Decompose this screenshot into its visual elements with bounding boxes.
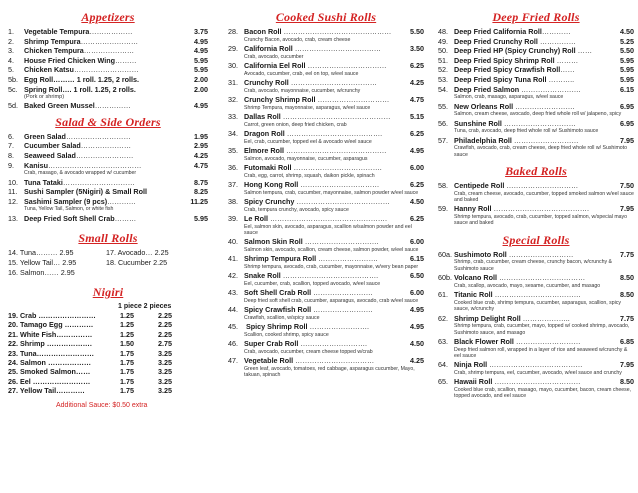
list-item: 37. Hong Kong Roll …………………………… 6.25: [228, 180, 424, 189]
list-item: 5. Chicken Katsu……………………… 5.95: [8, 65, 208, 75]
cooked-rolls-list: [228, 27, 424, 379]
item-description: Salmon, crab, masago, asparagus, w/eel sauce: [454, 94, 564, 101]
list-item: 54. Deep Fried Salmon ……………………. 6.15: [438, 84, 634, 94]
item-description: Shrimp tempura, avocado, crab, cucumber, topped salmon, w/special mayo sauce and baked: [454, 213, 628, 227]
list-item: 14. Tuna……… 2.95 17. Avocado… 2.25: [8, 248, 169, 258]
list-item: 62. Shrimp Delight Roll ……………….. 7.75: [438, 313, 634, 323]
item-description: Scallion, cooked shrimp, spicy sauce: [244, 332, 329, 338]
list-item: 13. Deep Fried Soft Shell Crab……… 5.95: [8, 213, 208, 223]
list-item: 38. Spicy Crunchy ………………………………… 4.50: [228, 197, 424, 206]
appetizers-list: [8, 27, 208, 111]
list-item: 61. Titanic Roll ……………………………… 8.50: [438, 290, 634, 300]
list-item: 22. Shrimp ………………. 1.50 2.75: [8, 339, 172, 349]
list-item: 47. Vegetable Roll …………………………… 4.25: [228, 356, 424, 366]
list-item: 63. Black Flower Roll ……………………… 6.85: [438, 337, 634, 346]
item-description: Eel, salmon skin, avocado, asparagus, scallion w/salmon powder and eel sauce: [244, 223, 412, 236]
special-rolls-title: Special Rolls: [502, 232, 570, 247]
item-description: Salmon skin, avocado, scallion, cream cheese, salmon powder, w/eel sauce: [244, 247, 419, 253]
item-description: Deep fried soft shell crab, cucumber, asparagus, avocado, crab w/eel sauce: [244, 298, 419, 304]
list-item: 10. Tuna Tataki………………………… 8.75: [8, 177, 208, 187]
item-description: Cooked blue crab, shrimp tempura, cucumber, asparagus, scallion, spicy sauce, w/crunchy: [454, 299, 621, 313]
item-description: Crab, egg, carrot, shrimp, squash, daikon pickle, spinach: [244, 172, 375, 179]
list-item: 29. California Roll ……………………………… 3.50: [228, 44, 424, 53]
cooked-rolls-title: Cooked Sushi Rolls: [275, 10, 377, 24]
list-item: 9. Kanisu………………………………… 4.75: [8, 160, 208, 170]
list-item: 59. Hanny Roll …………………………………. 7.95: [438, 204, 634, 214]
list-item: 26. Eel …………………… 1.75 3.25: [8, 376, 172, 386]
baked-rolls-title: Baked Rolls: [505, 163, 567, 178]
list-item: 33. Dallas Roll ……………………………………… 5.15: [228, 112, 424, 121]
list-item: 28. Bacon Roll ……………………………………… 5.50: [228, 27, 424, 36]
list-item: 43. Soft Shell Crab Roll ……………………. 6.00: [228, 288, 424, 298]
list-item: 30. California Eel Roll …………………………… 6.25: [228, 61, 424, 70]
list-item: 35. Elmore Roll …………………………………… 4.95: [228, 146, 424, 155]
list-item: 50. Deep Fried HP (Spicy Crunchy) Roll …… 5.50: [438, 46, 634, 56]
item-description: Crab, masago, & avocado wrapped w/ cucumber: [24, 170, 137, 177]
nigiri-column-header: 1 piece 2 pieces: [118, 303, 172, 311]
salad-list: [8, 132, 208, 224]
list-item: 5d. Baked Green Mussel…………… 4.95: [8, 101, 208, 111]
item-description: Crab, tempura crunchy, avocado, spicy sauce: [244, 206, 349, 213]
list-item: 60b. Volcano Roll ……………………………… 8.50: [438, 273, 634, 283]
list-item: 57. Philadelphia Roll ……………………… 7.95: [438, 135, 634, 145]
list-item: 8. Seaweed Salad…………………… 4.25: [8, 150, 208, 160]
list-item: 53. Deep Fried Spicy Tuna Roll ……….. 5.95: [438, 74, 634, 84]
list-item: 48. Deep Fried California Roll………… 4.50: [438, 27, 634, 36]
list-item: 58. Centipede Roll ………………………… 7.50: [438, 180, 634, 190]
item-description: Crunchy Bacon, avocado, crab, cream cheese: [244, 36, 351, 43]
item-description: Green leaf, avocado, tomatoes, red cabbage, asparagus cucumber, Mayo, takuan, spinach: [244, 366, 415, 379]
list-item: 5b. Egg Roll……… 1 roll. 1.25, 2 rolls. 2.00: [8, 74, 208, 84]
item-description: Carrot, green onion, deep fried chicken, crab: [244, 121, 347, 128]
item-description: Crab, scallop, avocado, mayo, sesame, cucumber, and masago: [454, 282, 601, 289]
list-item: 41. Shrimp Tempura Roll ……………………. 6.15: [228, 254, 424, 264]
item-description: Tuna, crab, avocado, deep fried whole roll w/ Sushimoto sauce: [454, 128, 599, 135]
item-description: Crawfish, scallion, w/spicy sauce: [244, 315, 320, 321]
item-description: Crab, shrimp tempura, eel, cucumber, avocado, w/eel sauce and crunchy: [454, 370, 622, 376]
list-item: 60a. Sushimoto Roll ……………………… 7.75: [438, 249, 634, 259]
list-item: 7. Cucumber Salad………………… 2.95: [8, 141, 208, 151]
item-description: Shrimp Tempura, mayonnaise, asparagus, w/eel sauce: [244, 104, 371, 111]
middle-column: [228, 6, 424, 380]
list-item: 23. Tuna…………………… 1.75 3.25: [8, 348, 172, 358]
item-description: Crab, cream cheese, avocado, cucumber, topped smoked salmon w/eel sauce and baked: [454, 190, 634, 203]
list-item: 51. Deep Fried Spicy Shrimp Roll ……… 5.95: [438, 55, 634, 65]
item-description: Shrimp tempura, avocado, crab, cucumber, mayonnaise, w/very bean paper: [244, 264, 419, 270]
list-item: 64. Ninja Roll ………………………………… 7.95: [438, 360, 634, 370]
item-description: Tuna, Yellow Tail, Salmon, or white fish: [24, 206, 114, 213]
item-description: Deep fried salmon roll, wrapped in a layer of rice and seaweed w/crunchy & eel sauce: [454, 346, 628, 359]
deep-fried-rolls-list: [438, 27, 634, 158]
list-item: 27. Yellow Tail………… 1.75 3.25: [8, 386, 172, 396]
list-item: 4. House Fried Chicken Wing……… 5.95: [8, 55, 208, 65]
item-description: Avocado, cucumber, crab, eel on top, w/eel sauce: [244, 70, 359, 77]
list-item: 25. Smoked Salmon…… 1.75 3.25: [8, 367, 172, 377]
list-item: 55. New Orleans Roll ……………………. 6.95: [438, 101, 634, 111]
list-item: 12. Sashimi Sampler (9 pcs)………… 11.25: [8, 196, 208, 206]
list-item: 11. Sushi Sampler (5Nigiri) & Small Roll 8.25: [8, 187, 208, 197]
list-item: 42. Snake Roll …………………………………. 6.50: [228, 271, 424, 281]
list-item: 52. Deep Fried Spicy Crawfish Roll…… 5.95: [438, 65, 634, 75]
item-description: Crab, avocado, mayonnaise, cucumber, w/crunchy: [244, 87, 361, 94]
list-item: 49. Deep Fried Crunchy Roll …………… 5.25: [438, 36, 634, 46]
deep-fried-rolls-title: Deep Fried Rolls: [492, 10, 580, 24]
list-item: 19. Crab …………………… 1.25 2.25: [8, 311, 172, 321]
list-item: 16. Salmon…… 2.95: [8, 267, 75, 277]
list-item: 1. Vegetable Tempura……………… 3.75: [8, 27, 208, 36]
list-item: 45. Spicy Shrimp Roll ……………………. 4.95: [228, 322, 424, 332]
left-column: [8, 6, 208, 409]
list-item: 36. Futomaki Roll ………………………………. 6.00: [228, 163, 424, 172]
item-description: Crab, avocado, cucumber, cream cheese topped w/crab: [244, 349, 373, 355]
item-description: Salmon tempura, crab, cucumber, mayonnaise, salmon powder w/eel sauce: [244, 189, 419, 196]
list-item: 5c. Spring Roll…. 1 roll. 1.25, 2 rolls. 2.00: [8, 84, 208, 94]
appetizers-title: Appetizers: [81, 10, 135, 24]
list-item: 46. Super Crab Roll ………………………. 4.50: [228, 339, 424, 349]
item-description: Salmon, avocado, mayonnaise, cucumber, asparagus: [244, 155, 368, 162]
item-description: Cooked blue crab, scallion, masago, mayo, cucumber, bacon, cream cheese, topped avocado, and eel sauce: [454, 387, 632, 400]
salad-title: Salad & Side Orders: [55, 114, 161, 129]
list-item: 56. Sunshine Roll ………………………… 6.95: [438, 118, 634, 128]
list-item: 21. White Fish…………… 1.25 2.25: [8, 329, 172, 339]
item-note: (Pork or shrimp): [24, 94, 65, 101]
small-rolls-title: Small Rolls: [78, 231, 138, 246]
list-item: 3. Chicken Tempura………………… 4.95: [8, 46, 208, 56]
baked-rolls-list: [438, 181, 634, 227]
list-item: 40. Salmon Skin Roll …………………………. 6.00: [228, 237, 424, 247]
list-item: 31. Crunchy Roll ……………………………… 4.25: [228, 78, 424, 87]
list-item: 32. Crunchy Shrimp Roll ………………………… 4.75: [228, 95, 424, 104]
item-description: Eel, crab, cucumber, topped eel & avocado w/eel sauce: [244, 138, 372, 145]
nigiri-title: Nigiri: [92, 285, 124, 300]
list-item: 39. Le Roll …………………………………………. 6.25: [228, 214, 424, 223]
list-item: 15. Yellow Tail… 2.95 18. Cucumber 2.25: [8, 257, 168, 267]
additional-sauce-note: Additional Sauce: $0.50 extra: [56, 401, 148, 409]
list-item: 34. Dragon Roll …………………………………. 6.25: [228, 129, 424, 138]
list-item: 20. Tamago Egg ………… 1.25 2.25: [8, 320, 172, 330]
small-rolls-list: [8, 248, 208, 277]
item-description: Crab, avocado, cucumber: [244, 53, 304, 60]
list-item: 24. Salmon ……………… 1.75 3.25: [8, 358, 172, 368]
item-description: Shrimp, crab, cucumber, cream cheese, crunchy bacon, w/crunchy & Sushimoto sauce: [454, 259, 612, 272]
item-description: Eel, cucumber, crab, scallion, topped avocado, w/eel sauce: [244, 281, 381, 287]
list-item: 44. Spicy Crawfish Roll ……………………. 4.95: [228, 305, 424, 315]
nigiri-list: [8, 311, 208, 396]
special-rolls-list: [438, 250, 634, 400]
item-description: Salmon, cream cheese, avocado, deep fried whole roll w/ jalapeno, spicy: [454, 111, 622, 118]
list-item: 65. Hawaii Roll ……………………………… 8.50: [438, 377, 634, 387]
item-description: Crawfish, avocado, crab, cream cheese, deep fried whole roll w/ Sushimoto sauce: [454, 145, 627, 158]
list-item: 6. Green Salad……………………… 1.95: [8, 131, 208, 141]
item-description: Shrimp tempura, crab, cucumber, mayo, topped w/ cooked shrimp, avocado, Sushimoto sauce, and masago: [454, 323, 630, 336]
right-column: [438, 6, 634, 401]
list-item: 2. Shrimp Tempura…………………… 4.95: [8, 36, 208, 46]
